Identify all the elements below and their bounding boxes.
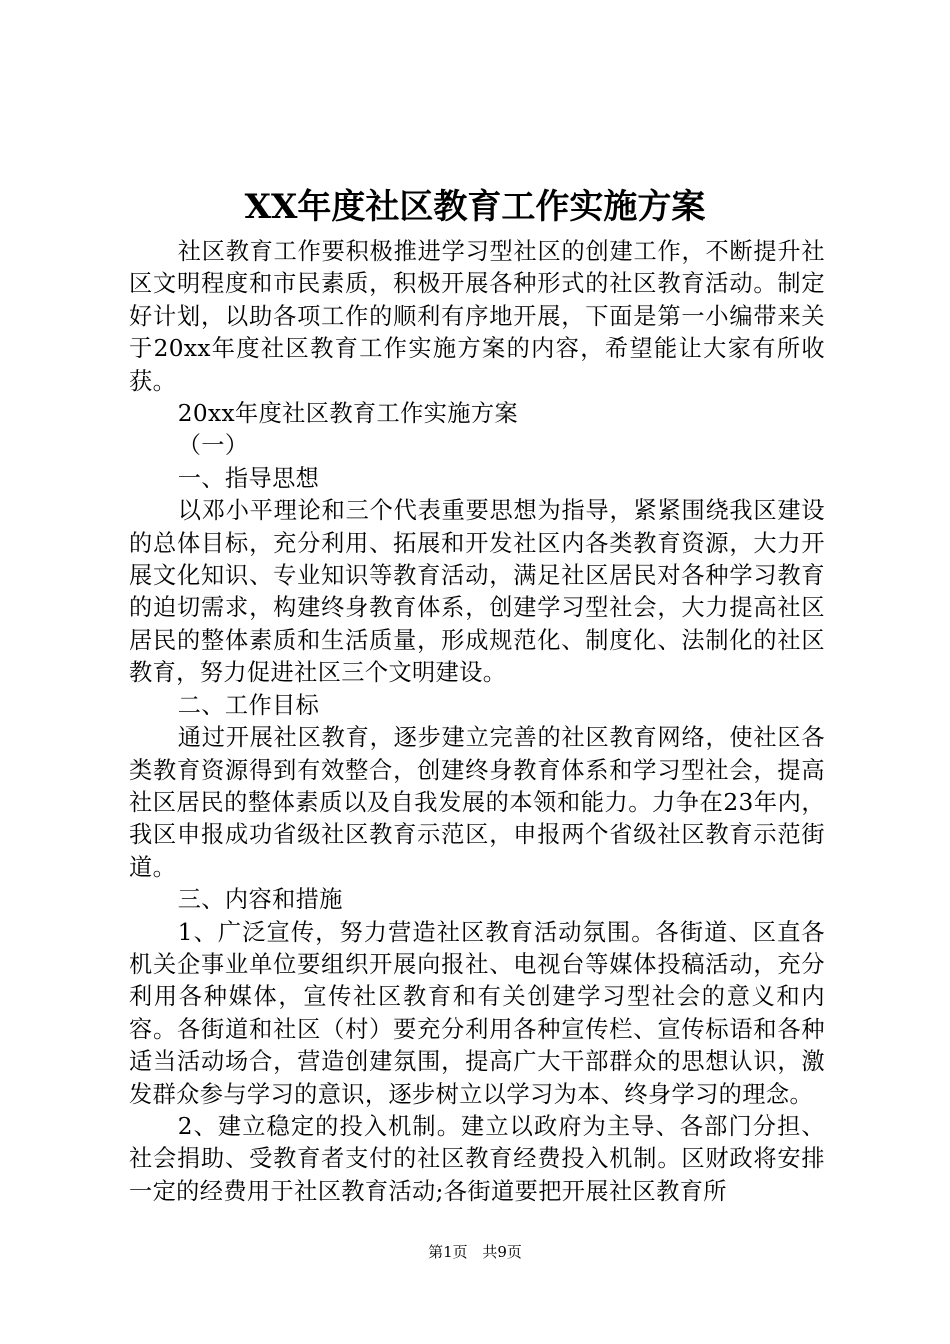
document-title: XX年度社区教育工作实施方案 (244, 187, 706, 227)
section-number: （一） (177, 432, 249, 460)
document-body (129, 236, 825, 1208)
page-number: 第1页 (428, 1243, 468, 1261)
page-total: 共9页 (482, 1243, 522, 1261)
subtitle-paragraph: 20xx年度社区教育工作实施方案 (177, 400, 519, 428)
heading-work-goal: 二、工作目标 (177, 691, 320, 719)
heading-guiding-thought: 一、指导思想 (177, 464, 320, 492)
heading-content-measures: 三、内容和措施 (177, 886, 343, 914)
measure-2-paragraph: 2、建立稳定的投入机制。建立以政府为主导、各部门分担、社会捐助、受教育者支付的社区教育经费投入机制。区财政将安排一定的经费用于社区教育活动;各街道要把开展社区教育所 (129, 1112, 825, 1205)
guiding-thought-paragraph: 以邓小平理论和三个代表重要思想为指导，紧紧围绕我区建设的总体目标，充分利用、拓展和开发社区内各类教育资源，大力开展文化知识、专业知识等教育活动，满足社区居民对各种学习教育的迫切需求，构建终身教育体系，创建学习型社会，大力提高社区居民的整体素质和生活质量，形成规范化、制度化、法制化的社区教育，努力促进社区三个文明建设。 (129, 497, 825, 687)
intro-paragraph: 社区教育工作要积极推进学习型社区的创建工作，不断提升社区文明程度和市民素质，积极开展各种形式的社区教育活动。制定好计划，以助各项工作的顺利有序地开展，下面是第一小编带来关于20xx年度社区教育工作实施方案的内容，希望能让大家有所收获。 (129, 238, 825, 395)
measure-1-paragraph: 1、广泛宣传，努力营造社区教育活动氛围。各街道、区直各机关企事业单位要组织开展向报社、电视台等媒体投稿活动，充分利用各种媒体，宣传社区教育和有关创建学习型社会的意义和内容。各街道和社区（村）要充分利用各种宣传栏、宣传标语和各种适当活动场合，营造创建氛围，提高广大干部群众的思想认识，激发群众参与学习的意识，逐步树立以学习为本、终身学习的理念。 (129, 918, 825, 1108)
page-footer (0, 1241, 950, 1263)
work-goal-paragraph: 通过开展社区教育，逐步建立完善的社区教育网络，使社区各类教育资源得到有效整合，创建终身教育体系和学习型社会，提高社区居民的整体素质以及自我发展的本领和能力。力争在23年内，我区申报成功省级社区教育示范区，申报两个省级社区教育示范街道。 (129, 724, 825, 881)
